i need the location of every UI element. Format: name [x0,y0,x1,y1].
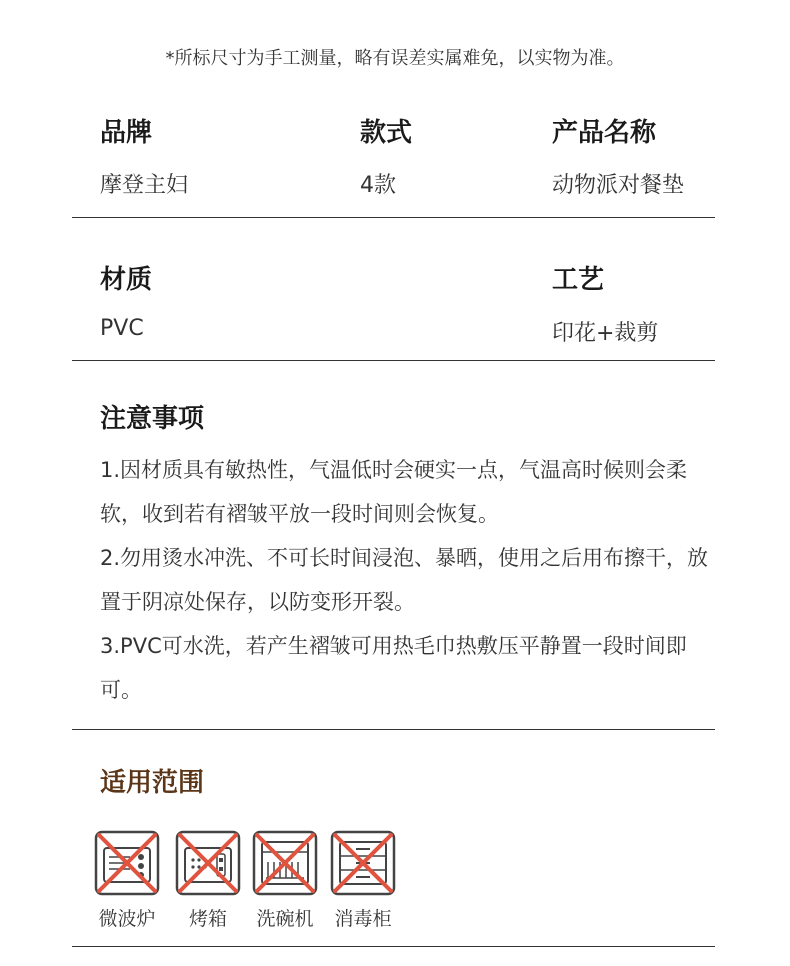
notice-item: 3.PVC可水洗，若产生褶皱可用热毛巾热敷压平静置一段时间即可。 [100,634,687,702]
spec-style-label: 款式 [360,118,413,148]
spec-style-value: 4款 [360,173,396,198]
scope-label: 洗碗机 [256,908,314,930]
sterilizer-cabinet-icon [330,830,396,896]
scope-item-dishwasher [245,830,325,931]
scope-item-sterilizer [323,830,403,931]
spec-brand-label: 品牌 [100,118,153,148]
notice-list [100,448,725,712]
spec-name-label: 产品名称 [552,118,657,148]
scope-label: 微波炉 [98,908,156,930]
scope-label: 烤箱 [188,908,227,930]
notice-item: 2.勿用烫水冲洗、不可长时间浸泡、暴晒，使用之后用布擦干，放置于阴凉处保存，以防变形开裂。 [100,546,709,614]
divider [72,946,715,947]
scope-label: 消毒柜 [334,908,392,930]
scope-title: 适用范围 [100,768,205,798]
divider [72,729,715,730]
spec-material-label: 材质 [100,265,153,295]
divider [72,360,715,361]
notice-item: 1.因材质具有敏热性，气温低时会硬实一点，气温高时候则会柔软，收到若有褶皱平放一段时间则会恢复。 [100,458,688,526]
scope-item-oven [168,830,248,931]
spec-brand-value: 摩登主妇 [100,173,189,198]
divider [72,217,715,218]
dishwasher-icon [252,830,318,896]
scope-item-microwave [87,830,167,931]
spec-material-value: PVC [100,316,144,341]
microwave-icon [94,830,160,896]
measurement-note: *所标尺寸为手工测量，略有误差实属难免，以实物为准。 [165,48,625,69]
spec-name-value: 动物派对餐垫 [552,173,685,198]
spec-craft-value: 印花+裁剪 [552,321,659,346]
spec-craft-label: 工艺 [552,265,605,295]
notice-title: 注意事项 [100,404,205,434]
oven-icon [175,830,241,896]
